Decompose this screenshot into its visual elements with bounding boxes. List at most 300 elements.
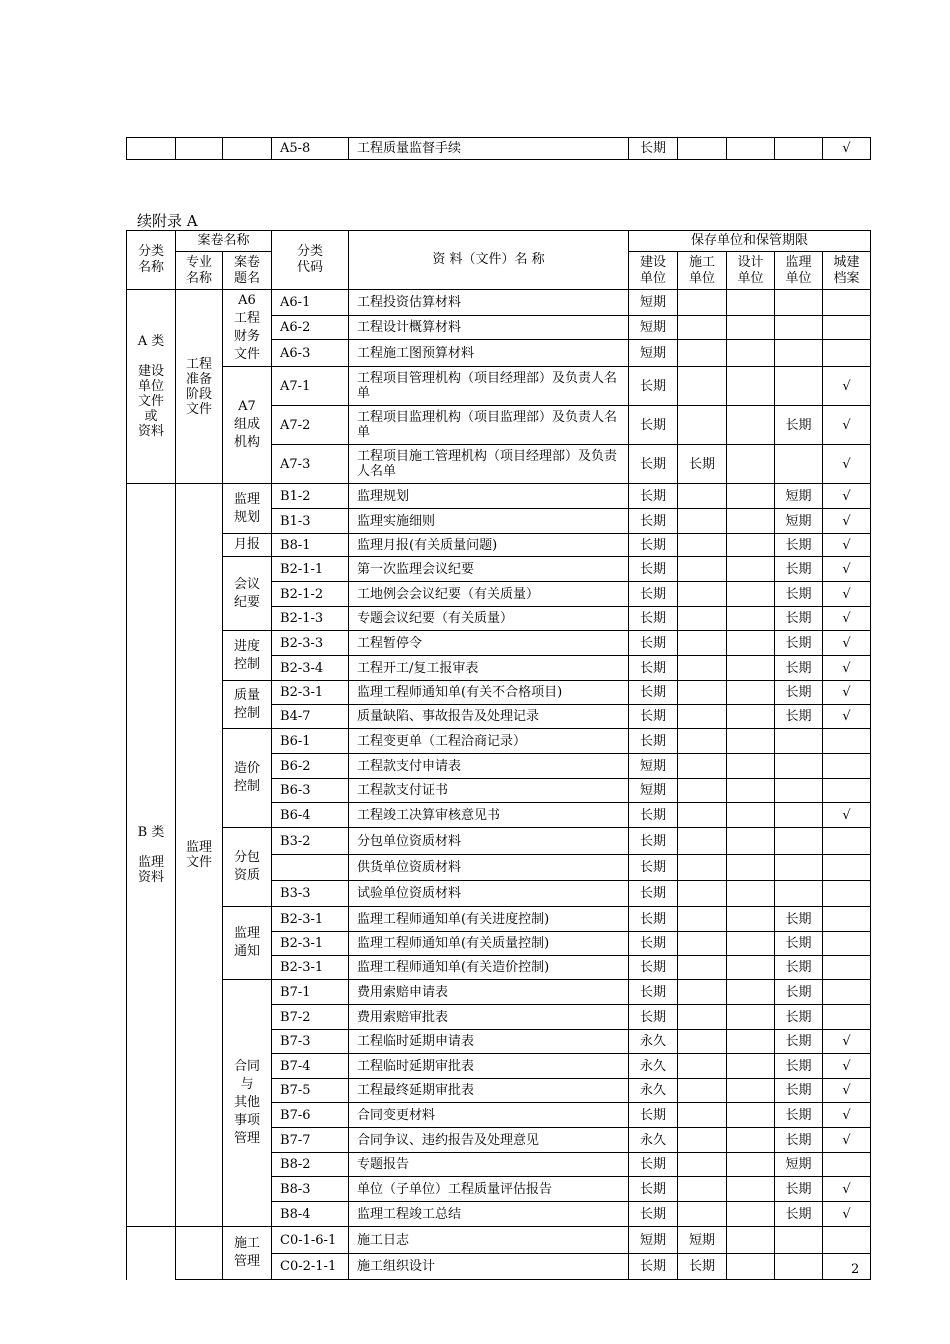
table-row [127,828,871,855]
table-row [127,681,871,705]
design-cell [727,1177,775,1202]
doc-name-cell: 工程项目施工管理机构（项目经理部）及负责人名单 [349,445,629,484]
archive-cell: √ [823,631,871,656]
design-cell [727,1005,775,1030]
design-cell [727,803,775,828]
build-cell: 长期 [629,1103,678,1128]
design-cell [727,1202,775,1227]
doc-name-cell: 工地例会会议纪要（有关质量） [349,582,629,607]
archive-cell: √ [823,705,871,729]
code-cell: B8-3 [272,1177,349,1202]
archive-cell [823,980,871,1005]
code-cell: B2-3-1 [272,932,349,956]
code-cell: A6-3 [272,340,349,367]
archive-cell: √ [823,1030,871,1054]
build-cell: 短期 [629,316,678,340]
header-supervise: 监理 单位 [775,252,823,290]
supervise-cell [775,367,823,406]
construct-cell: 长期 [678,1254,727,1280]
design-cell [727,484,775,509]
code-cell: B7-4 [272,1054,349,1079]
archive-cell [823,828,871,855]
category-cell [127,1227,176,1280]
case-title-cell: 施工 管理 [223,1227,272,1280]
table-row [127,631,871,656]
construct-cell [678,907,727,932]
supervise-cell [775,1254,823,1280]
archive-cell [823,340,871,367]
construct-cell [678,290,727,316]
table-row [127,1227,871,1254]
supervise-cell [775,779,823,803]
build-cell: 长期 [629,1005,678,1030]
archive-cell [823,932,871,956]
code-cell: B7-3 [272,1030,349,1054]
supervise-cell [775,803,823,828]
supervise-cell: 长期 [775,631,823,656]
construct-cell [678,316,727,340]
doc-name-cell: 合同变更材料 [349,1103,629,1128]
archive-cell [823,1153,871,1177]
construct-cell [678,1153,727,1177]
supervise-cell: 长期 [775,1005,823,1030]
build-cell: 长期 [629,406,678,445]
supervise-cell: 长期 [775,705,823,729]
code-cell: C0-1-6-1 [272,1227,349,1254]
build-cell: 长期 [629,607,678,631]
code-cell: B6-3 [272,779,349,803]
build-cell: 长期 [629,1202,678,1227]
construct-cell [678,607,727,631]
build-cell: 长期 [629,1254,678,1280]
construct-cell [678,138,727,160]
archive-cell [823,779,871,803]
header-construct: 施工 单位 [678,252,727,290]
build-cell: 长期 [629,656,678,681]
construct-cell [678,754,727,779]
code-cell: B2-3-4 [272,656,349,681]
major-cell [176,1227,223,1280]
code-cell: B7-2 [272,1005,349,1030]
construct-cell [678,956,727,980]
doc-name-cell: 工程项目监理机构（项目监理部）及负责人名单 [349,406,629,445]
doc-name-cell: 工程款支付证书 [349,779,629,803]
build-cell: 长期 [629,855,678,881]
code-cell: B7-5 [272,1079,349,1103]
construct-cell [678,681,727,705]
archive-cell: √ [823,1177,871,1202]
supervise-cell: 短期 [775,1153,823,1177]
code-cell: B6-1 [272,729,349,754]
design-cell [727,1103,775,1128]
code-cell: B2-3-1 [272,907,349,932]
supervise-cell [775,340,823,367]
design-cell [727,956,775,980]
supervise-cell: 长期 [775,907,823,932]
construct-cell [678,705,727,729]
construct-cell [678,582,727,607]
code-cell: B2-3-1 [272,956,349,980]
supervise-cell [775,881,823,907]
supervise-cell: 短期 [775,509,823,534]
doc-name-cell: 监理工程师通知单(有关不合格项目) [349,681,629,705]
code-cell: A7-1 [272,367,349,406]
build-cell: 长期 [629,509,678,534]
doc-name-cell: 工程款支付申请表 [349,754,629,779]
construct-cell [678,367,727,406]
build-cell: 永久 [629,1054,678,1079]
build-cell: 短期 [629,290,678,316]
case-title-cell: 质量 控制 [223,681,272,729]
design-cell [727,367,775,406]
build-cell: 短期 [629,754,678,779]
doc-name-cell: 供货单位资质材料 [349,855,629,881]
header-row [127,231,871,252]
supervise-cell [775,828,823,855]
page-number: 2 [851,1262,860,1277]
supervise-cell: 长期 [775,582,823,607]
supervise-cell [775,445,823,484]
supervise-cell: 长期 [775,1079,823,1103]
doc-name-cell: 监理工程师通知单(有关进度控制) [349,907,629,932]
doc-name-cell: 工程设计概算材料 [349,316,629,340]
construct-cell: 短期 [678,1227,727,1254]
design-cell [727,534,775,557]
archive-cell [823,1227,871,1254]
build-cell: 长期 [629,1153,678,1177]
case-title-cell: 监理 规划 [223,484,272,534]
archive-cell: √ [823,534,871,557]
archive-cell: √ [823,607,871,631]
archive-cell [823,754,871,779]
doc-name-cell: 工程暂停令 [349,631,629,656]
table-row [127,138,871,160]
code-cell: B8-4 [272,1202,349,1227]
design-cell [727,406,775,445]
header-category: 分类 名称 [127,231,176,290]
archive-cell: √ [823,1054,871,1079]
supervise-cell: 长期 [775,932,823,956]
case-title-cell: 会议 纪要 [223,557,272,631]
design-cell [727,1030,775,1054]
doc-name-cell: 第一次监理会议纪要 [349,557,629,582]
archive-cell: √ [823,406,871,445]
construct-cell [678,828,727,855]
supervise-cell: 长期 [775,1128,823,1153]
table-row [127,534,871,557]
doc-name-cell: 质量缺陷、事故报告及处理记录 [349,705,629,729]
supervise-cell: 长期 [775,607,823,631]
design-cell [727,1079,775,1103]
construct-cell [678,779,727,803]
build-cell: 长期 [629,367,678,406]
doc-name-cell: 工程开工/复工报审表 [349,656,629,681]
supervise-cell: 长期 [775,1202,823,1227]
construct-cell [678,1054,727,1079]
build-cell: 短期 [629,340,678,367]
build-cell: 长期 [629,557,678,582]
code-cell: B7-1 [272,980,349,1005]
code-cell: B8-1 [272,534,349,557]
build-cell: 长期 [629,828,678,855]
supervise-cell [775,729,823,754]
build-cell: 永久 [629,1128,678,1153]
archive-cell [823,907,871,932]
archive-cell: √ [823,1079,871,1103]
construct-cell [678,340,727,367]
doc-name-cell: 工程变更单（工程洽商记录） [349,729,629,754]
archive-cell: √ [823,509,871,534]
construct-cell [678,1128,727,1153]
design-cell [727,1153,775,1177]
construct-cell [678,1005,727,1030]
code-cell: B2-1-2 [272,582,349,607]
header-case-title: 案卷 题名 [223,252,272,290]
construct-cell [678,484,727,509]
construct-cell [678,1202,727,1227]
construct-cell [678,932,727,956]
construct-cell [678,534,727,557]
build-cell: 长期 [629,1177,678,1202]
archive-cell [823,881,871,907]
table-row [127,907,871,932]
construct-cell [678,631,727,656]
design-cell [727,828,775,855]
doc-name-cell: 专题报告 [349,1153,629,1177]
build-cell: 长期 [629,631,678,656]
design-cell [727,656,775,681]
doc-name-cell: 工程临时延期审批表 [349,1054,629,1079]
build-cell: 长期 [629,932,678,956]
code-cell: B1-2 [272,484,349,509]
build-cell: 长期 [629,980,678,1005]
code-cell: A5-8 [272,138,349,160]
construct-cell [678,855,727,881]
code-cell: A7-2 [272,406,349,445]
build-cell: 长期 [629,484,678,509]
construct-cell [678,557,727,582]
header-case-name: 案卷名称 [176,231,272,252]
construct-cell [678,509,727,534]
case-title-cell: 进度 控制 [223,631,272,681]
archive-cell: √ [823,484,871,509]
build-cell: 长期 [629,534,678,557]
design-cell [727,582,775,607]
build-cell: 长期 [629,907,678,932]
archive-cell: √ [823,582,871,607]
case-title-cell: 分包 资质 [223,828,272,907]
code-cell: B8-2 [272,1153,349,1177]
design-cell [727,509,775,534]
design-cell [727,855,775,881]
design-cell [727,1254,775,1280]
code-cell: B6-4 [272,803,349,828]
code-cell: B7-6 [272,1103,349,1128]
code-cell: A6-2 [272,316,349,340]
doc-name-cell: 监理规划 [349,484,629,509]
code-cell: B7-7 [272,1128,349,1153]
archive-cell: √ [823,803,871,828]
doc-name-cell: 工程投资估算材料 [349,290,629,316]
archive-cell [823,855,871,881]
supervise-cell: 长期 [775,681,823,705]
header-build: 建设 单位 [629,252,678,290]
construct-cell [678,406,727,445]
archive-cell: √ [823,367,871,406]
continuation-title: 续附录 A [137,212,198,230]
doc-name-cell: 分包单位资质材料 [349,828,629,855]
archive-cell: √ [823,656,871,681]
supervise-cell [775,1227,823,1254]
design-cell [727,290,775,316]
design-cell [727,1227,775,1254]
archive-cell [823,729,871,754]
construct-cell [678,1079,727,1103]
table-row [127,557,871,582]
supervise-cell [775,138,823,160]
archive-cell: √ [823,557,871,582]
build-cell: 长期 [629,803,678,828]
doc-name-cell: 专题会议纪要（有关质量） [349,607,629,631]
doc-name-cell: 工程最终延期审批表 [349,1079,629,1103]
supervise-cell: 长期 [775,1177,823,1202]
supervise-cell: 长期 [775,1030,823,1054]
construct-cell [678,980,727,1005]
code-cell: C0-2-1-1 [272,1254,349,1280]
supervise-cell [775,316,823,340]
design-cell [727,445,775,484]
doc-name-cell: 工程施工图预算材料 [349,340,629,367]
build-cell: 长期 [629,705,678,729]
archive-cell: √ [823,445,871,484]
design-cell [727,907,775,932]
supervise-cell: 长期 [775,557,823,582]
header-design: 设计 单位 [727,252,775,290]
supervise-cell: 长期 [775,980,823,1005]
supervise-cell: 长期 [775,656,823,681]
doc-name-cell: 监理工程师通知单(有关质量控制) [349,932,629,956]
build-cell: 长期 [629,582,678,607]
doc-name-cell: 工程项目管理机构（项目经理部）及负责人名单 [349,367,629,406]
build-cell: 短期 [629,779,678,803]
supervise-cell [775,855,823,881]
case-title-cell: A7 组成 机构 [223,367,272,484]
supervise-cell: 长期 [775,956,823,980]
doc-name-cell: 监理工程竣工总结 [349,1202,629,1227]
build-cell: 永久 [629,1030,678,1054]
construct-cell [678,881,727,907]
design-cell [727,557,775,582]
design-cell [727,1128,775,1153]
code-cell: A6-1 [272,290,349,316]
construct-cell [678,1030,727,1054]
doc-name-cell: 费用索赔审批表 [349,1005,629,1030]
case-title-cell: 合同 与 其他 事项 管理 [223,980,272,1227]
case-title-cell: 造价 控制 [223,729,272,828]
header-archive: 城建 档案 [823,252,871,290]
design-cell [727,316,775,340]
doc-name-cell: 费用索赔申请表 [349,980,629,1005]
design-cell [727,681,775,705]
case-title-cell: A6 工程 财务 文件 [223,290,272,367]
supervise-cell [775,754,823,779]
supervise-cell: 长期 [775,1103,823,1128]
design-cell [727,705,775,729]
design-cell [727,779,775,803]
doc-name-cell: 工程竣工决算审核意见书 [349,803,629,828]
header-keep: 保存单位和保管期限 [629,231,871,252]
code-cell: B1-3 [272,509,349,534]
doc-name-cell: 施工组织设计 [349,1254,629,1280]
doc-name-cell: 单位（子单位）工程质量评估报告 [349,1177,629,1202]
code-cell: B6-2 [272,754,349,779]
construct-cell [678,803,727,828]
code-cell: B2-3-1 [272,681,349,705]
build-cell: 短期 [629,1227,678,1254]
design-cell [727,631,775,656]
design-cell [727,980,775,1005]
archive-cell: √ [823,138,871,160]
build-cell: 永久 [629,1079,678,1103]
header-doc-name: 资 料（文件）名 称 [349,231,629,290]
major-cell: 工程 准备 阶段 文件 [176,290,223,484]
table-row [127,484,871,509]
table-row [127,980,871,1005]
header-code: 分类 代码 [272,231,349,290]
supervise-cell: 长期 [775,406,823,445]
code-cell: B4-7 [272,705,349,729]
category-cell: B 类 监理 资料 [127,484,176,1227]
archive-cell: √ [823,1202,871,1227]
category-cell: A 类 建设 单位 文件 或 资料 [127,290,176,484]
design-cell [727,881,775,907]
supervise-cell [775,290,823,316]
code-cell [272,855,349,881]
doc-name-cell: 监理月报(有关质量问题) [349,534,629,557]
build-cell: 长期 [629,729,678,754]
construct-cell: 长期 [678,445,727,484]
archive-cell: √ [823,1128,871,1153]
code-cell: B2-3-3 [272,631,349,656]
construct-cell [678,729,727,754]
archive-cell: √ [823,681,871,705]
doc-name-cell: 合同争议、违约报告及处理意见 [349,1128,629,1153]
case-title-cell: 月报 [223,534,272,557]
appendix-table [126,230,871,1280]
design-cell [727,138,775,160]
doc-name-cell: 工程质量监督手续 [349,138,629,160]
supervise-cell: 长期 [775,534,823,557]
code-cell: B2-1-3 [272,607,349,631]
construct-cell [678,656,727,681]
doc-name-cell: 试验单位资质材料 [349,881,629,907]
supervise-cell: 短期 [775,484,823,509]
archive-cell [823,956,871,980]
build-cell: 长期 [629,681,678,705]
doc-name-cell: 施工日志 [349,1227,629,1254]
design-cell [727,729,775,754]
doc-name-cell: 监理工程师通知单(有关造价控制) [349,956,629,980]
archive-cell: √ [823,1103,871,1128]
code-cell: B3-3 [272,881,349,907]
table-row [127,290,871,316]
code-cell: B3-2 [272,828,349,855]
doc-name-cell: 工程临时延期申请表 [349,1030,629,1054]
header-major: 专业 名称 [176,252,223,290]
build-cell: 长期 [629,138,678,160]
archive-cell [823,316,871,340]
code-cell: B2-1-1 [272,557,349,582]
